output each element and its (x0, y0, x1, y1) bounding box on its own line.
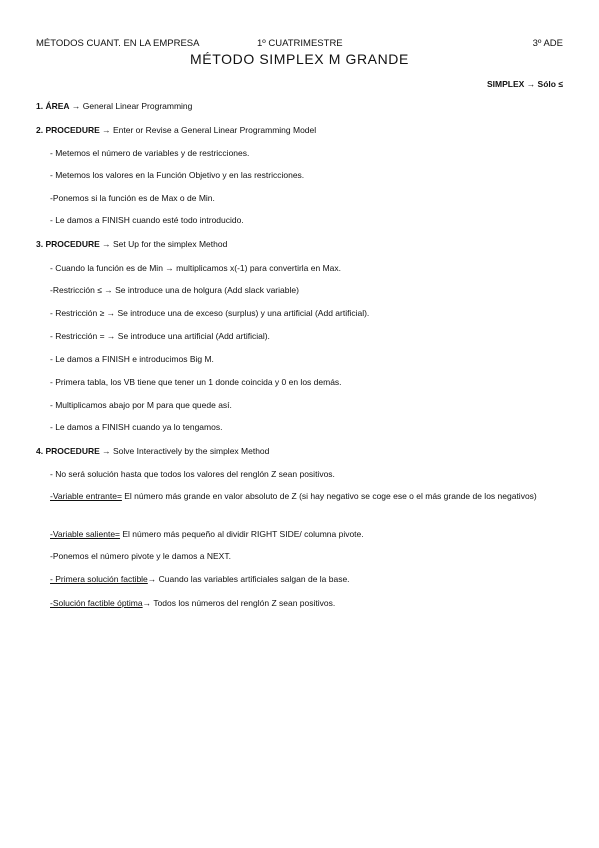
definition-saliente: El número más pequeño al dividir RIGHT SIDE/ columna pivote. (120, 529, 364, 539)
section-1 (36, 100, 192, 113)
definition-primera: → Cuando las variables artificiales salgan de la base. (147, 574, 350, 584)
arrow-icon: → (69, 101, 83, 111)
list-item: -Ponemos el número pivote y le damos a NEXT. (50, 551, 231, 561)
list-item: - No será solución hasta que todos los valores del renglón Z sean positivos. (50, 469, 335, 479)
term-primera: - Primera solución factible (50, 574, 148, 584)
page-title: MÉTODO SIMPLEX M GRANDE (190, 51, 409, 67)
list-item-entrante (50, 490, 578, 503)
header-term: 1º CUATRIMESTRE (257, 38, 343, 49)
section-2 (36, 124, 316, 137)
list-item: - Metemos los valores en la Función Objetivo y en las restricciones. (50, 170, 305, 180)
simplex-note: SIMPLEX → Sólo ≤ (487, 79, 563, 89)
list-item: - Metemos el número de variables y de restricciones. (50, 148, 250, 158)
list-item-primera (50, 573, 350, 586)
arrow-icon: → (99, 125, 113, 135)
list-item: - Le damos a FINISH e introducimos Big M. (50, 354, 214, 364)
definition-entrante: El número más grande en valor absoluto de Z (si hay negativo se coge ese o el más grande de los negativos) (121, 491, 537, 501)
header-course: MÉTODOS CUANT. EN LA EMPRESA (36, 38, 200, 49)
section-4-label: 4. PROCEDURE (36, 446, 100, 456)
list-item: -Restricción ≤ → Se introduce una de holgura (Add slack variable) (50, 285, 299, 295)
header-degree: 3º ADE (532, 38, 563, 49)
list-item: - Restricción = → Se introduce una artificial (Add artificial). (50, 331, 270, 341)
list-item: - Le damos a FINISH cuando esté todo introducido. (50, 215, 244, 225)
term-saliente: -Variable saliente= (50, 529, 121, 539)
list-item: -Ponemos si la función es de Max o de Min. (50, 193, 215, 203)
definition-optima: → Todos los números del renglón Z sean positivos. (142, 598, 336, 608)
list-item: - Cuando la función es de Min → multiplicamos x(-1) para convertirla en Max. (50, 263, 342, 273)
arrow-icon: → (99, 446, 113, 456)
section-4-text: Solve Interactively by the simplex Method (113, 446, 270, 456)
list-item-optima (50, 597, 335, 610)
section-1-label: 1. ÁREA (36, 101, 70, 111)
section-3 (36, 238, 227, 251)
section-2-label: 2. PROCEDURE (36, 125, 100, 135)
list-item-saliente (50, 528, 364, 541)
page-header (36, 38, 563, 52)
section-4 (36, 445, 269, 458)
term-entrante: -Variable entrante= (50, 491, 122, 501)
term-optima: -Solución factible óptima (50, 598, 143, 608)
section-3-label: 3. PROCEDURE (36, 239, 100, 249)
arrow-icon: → (99, 239, 113, 249)
list-item: - Multiplicamos abajo por M para que quede así. (50, 400, 232, 410)
section-1-text: General Linear Programming (82, 101, 193, 111)
list-item: - Primera tabla, los VB tiene que tener un 1 donde coincida y 0 en los demás. (50, 377, 342, 387)
section-3-text: Set Up for the simplex Method (113, 239, 228, 249)
list-item: - Le damos a FINISH cuando ya lo tengamos. (50, 422, 223, 432)
section-2-text: Enter or Revise a General Linear Programming Model (113, 125, 317, 135)
list-item: - Restricción ≥ → Se introduce una de exceso (surplus) y una artificial (Add artificial). (50, 308, 370, 318)
